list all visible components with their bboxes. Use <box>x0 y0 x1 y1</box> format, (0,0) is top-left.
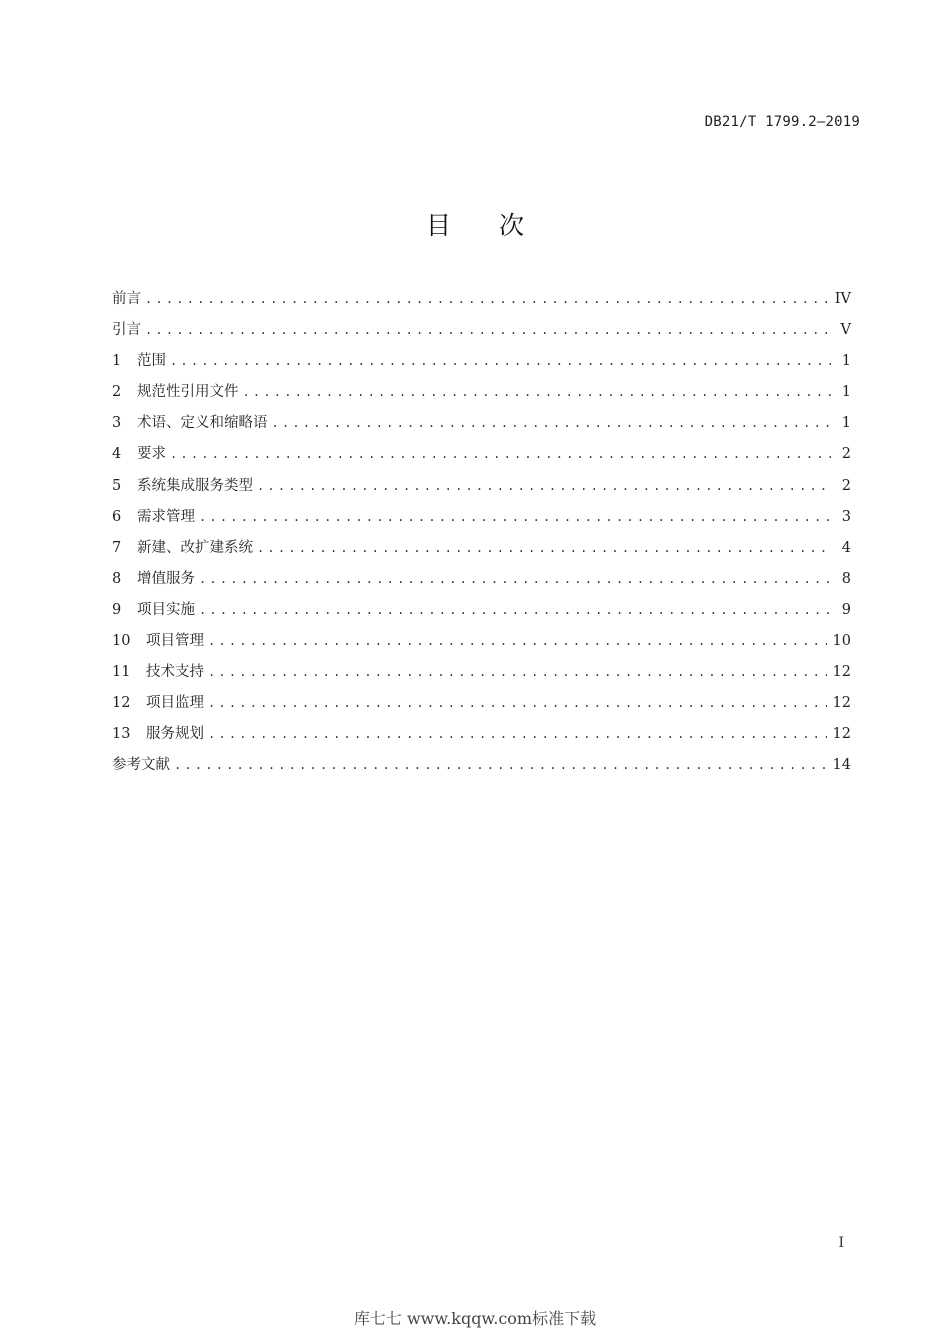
footer-watermark: 库七七 www.kqqw.com标准下载 <box>353 1309 597 1328</box>
toc-entry-7[interactable] <box>112 533 851 564</box>
toc-entry-6[interactable] <box>112 502 851 533</box>
toc-leader-dots <box>199 502 831 533</box>
toc-entry-8[interactable] <box>112 564 851 595</box>
toc-entry-5[interactable] <box>112 471 851 502</box>
toc-leader-dots <box>243 377 832 408</box>
toc-entry-page: 2 <box>841 477 851 494</box>
toc-entry-foreword[interactable] <box>112 284 851 315</box>
toc-entry-page: 12 <box>832 726 851 743</box>
toc-entry-3[interactable] <box>112 408 851 439</box>
toc-entry-label: 参考文献 <box>112 757 170 774</box>
toc-leader-dots <box>199 595 831 626</box>
toc-entry-page: 3 <box>841 508 851 525</box>
toc-entry-9[interactable] <box>112 595 851 626</box>
toc-entry-label: 新建、改扩建系统 <box>137 539 253 556</box>
toc-entry-number: 12 <box>112 695 131 712</box>
toc-entry-page: 1 <box>841 384 851 401</box>
toc-entry-number: 8 <box>112 570 122 587</box>
toc-entry-label: 引言 <box>112 322 141 339</box>
toc-entry-2[interactable] <box>112 377 851 408</box>
toc-entry-label: 增值服务 <box>137 570 195 587</box>
toc-leader-dots <box>257 533 831 564</box>
toc-entry-page: 12 <box>832 664 851 681</box>
toc-entry-number: 5 <box>112 477 122 494</box>
toc-entry-page: 1 <box>841 415 851 432</box>
toc-entry-label: 服务规划 <box>146 726 204 743</box>
toc-title-char-1: 目 <box>425 211 451 240</box>
toc-entry-label: 系统集成服务类型 <box>137 477 253 494</box>
toc-entry-introduction[interactable] <box>112 315 851 346</box>
toc-leader-dots <box>145 284 829 315</box>
toc-entry-1[interactable] <box>112 346 851 377</box>
toc-entry-label: 术语、定义和缩略语 <box>137 415 268 432</box>
toc-leader-dots <box>199 564 831 595</box>
toc-entry-number: 1 <box>112 353 122 370</box>
toc-entry-page: 9 <box>841 601 851 618</box>
toc-leader-dots <box>174 750 827 781</box>
toc-entry-number: 7 <box>112 539 122 556</box>
toc-entry-number: 9 <box>112 601 122 618</box>
toc-entry-10[interactable] <box>112 626 851 657</box>
toc-list <box>112 284 851 782</box>
toc-entry-label: 项目监理 <box>146 695 204 712</box>
toc-leader-dots <box>170 346 831 377</box>
page-number: I <box>838 1235 844 1251</box>
toc-leader-dots <box>208 626 827 657</box>
toc-title-char-2: 次 <box>499 211 525 240</box>
toc-leader-dots <box>257 471 831 502</box>
toc-leader-dots <box>170 439 831 470</box>
toc-entry-label: 规范性引用文件 <box>137 384 239 401</box>
toc-entry-label: 要求 <box>137 446 166 463</box>
toc-entry-13[interactable] <box>112 719 851 750</box>
toc-entry-page: 2 <box>841 446 851 463</box>
toc-leader-dots <box>208 688 827 719</box>
toc-entry-page: 12 <box>832 695 851 712</box>
toc-entry-label: 项目管理 <box>146 633 204 650</box>
toc-entry-number: 3 <box>112 415 122 432</box>
toc-entry-number: 13 <box>112 726 131 743</box>
toc-leader-dots <box>208 719 827 750</box>
toc-entry-page: 1 <box>841 353 851 370</box>
toc-entry-page: 10 <box>832 633 851 650</box>
toc-entry-page: V <box>840 322 851 339</box>
toc-entry-number: 2 <box>112 384 122 401</box>
toc-entry-11[interactable] <box>112 657 851 688</box>
toc-entry-number: 4 <box>112 446 122 463</box>
toc-entry-number: 6 <box>112 508 122 525</box>
toc-entry-page: IV <box>834 291 851 307</box>
document-code: DB21/T 1799.2—2019 <box>704 114 860 130</box>
toc-entry-label: 范围 <box>137 353 166 370</box>
toc-entry-label: 需求管理 <box>137 508 195 525</box>
toc-entry-number: 10 <box>112 633 131 650</box>
toc-entry-page: 8 <box>841 570 851 587</box>
toc-entry-label: 技术支持 <box>146 664 204 681</box>
toc-entry-label: 前言 <box>112 291 141 307</box>
toc-entry-4[interactable] <box>112 439 851 470</box>
toc-entry-12[interactable] <box>112 688 851 719</box>
toc-title <box>0 206 950 242</box>
toc-leader-dots <box>272 408 832 439</box>
toc-leader-dots <box>208 657 827 688</box>
toc-entry-bibliography[interactable] <box>112 750 851 781</box>
toc-entry-label: 项目实施 <box>137 601 195 618</box>
toc-entry-page: 4 <box>841 539 851 556</box>
toc-entry-page: 14 <box>832 757 851 774</box>
toc-leader-dots <box>145 315 831 346</box>
toc-entry-number: 11 <box>112 664 131 681</box>
